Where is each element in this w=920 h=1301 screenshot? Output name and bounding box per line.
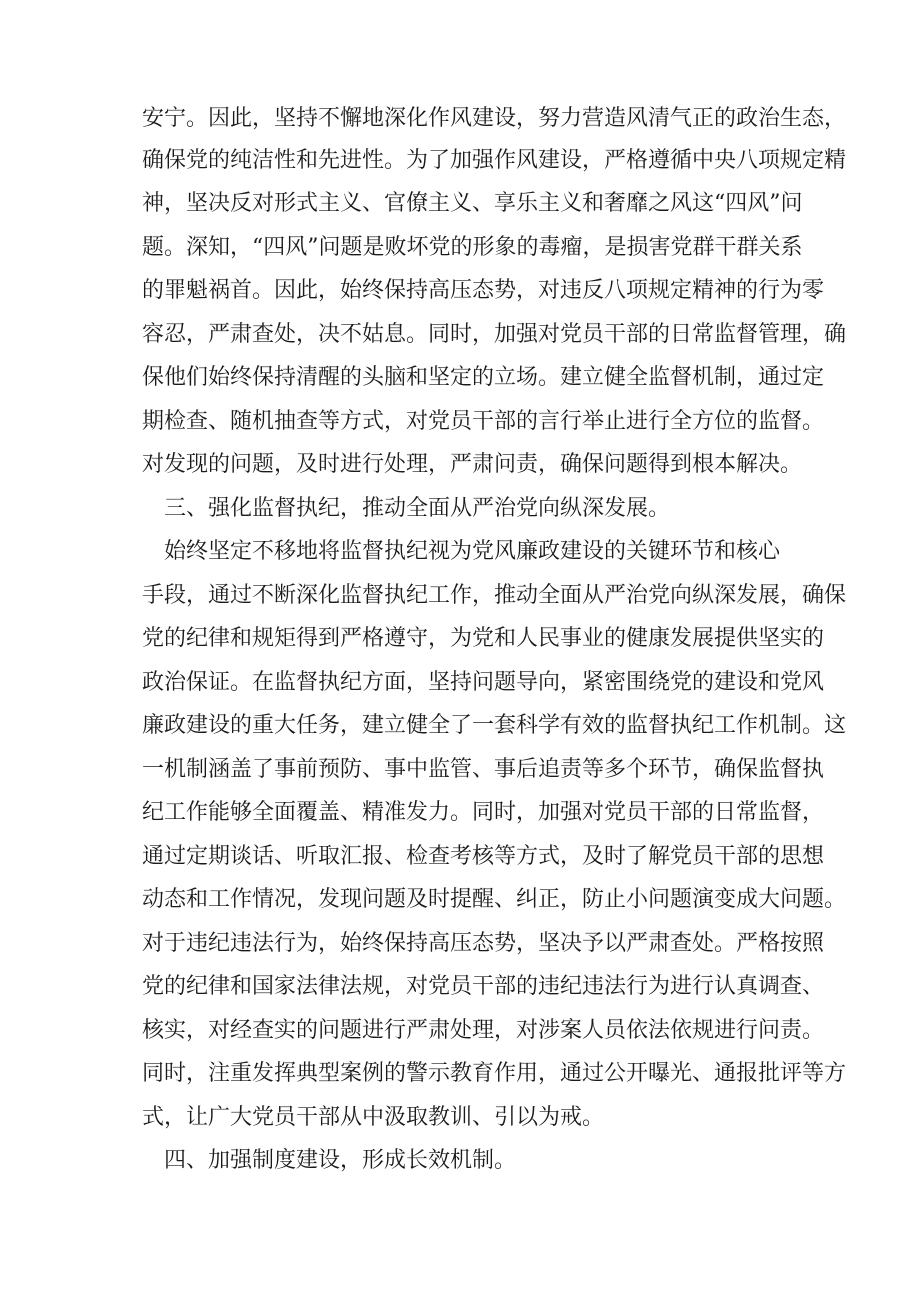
text-line-content: 手段，通过不断深化监督执纪工作，推动全面从严治党向纵深发展，确保 <box>142 583 847 608</box>
text-line-content: 对发现的问题，及时进行处理，严肃问责，确保问题得到根本解决。 <box>142 452 803 477</box>
text-line-content: 动态和工作情况，发现问题及时提醒、纠正，防止小问题演变成大问题。 <box>142 887 847 912</box>
text-line <box>0 619 920 659</box>
text-line <box>0 1098 920 1138</box>
text-line-content: 一机制涵盖了事前预防、事中监管、事后追责等多个环节，确保监督执 <box>142 757 825 782</box>
text-line-content: 纪工作能够全面覆盖、精准发力。同时，加强对党员干部的日常监督， <box>142 800 825 825</box>
text-line-content: 容忍，严肃查处，决不姑息。同时，加强对党员干部的日常监督管理，确 <box>142 322 847 347</box>
text-line-content: 廉政建设的重大任务，建立健全了一套科学有效的监督执纪工作机制。这 <box>142 713 847 738</box>
text-line <box>0 880 920 920</box>
text-line-content: 政治保证。在监督执纪方面，坚持问题导向，紧密围绕党的建设和党风 <box>142 670 825 695</box>
text-line-content: 通过定期谈话、听取汇报、检查考核等方式，及时了解党员干部的思想 <box>142 844 825 869</box>
text-line <box>0 793 920 833</box>
text-line <box>0 271 920 311</box>
text-line-content: 式，让广大党员干部从中汲取教训、引以为戒。 <box>142 1105 605 1130</box>
text-line <box>0 532 920 572</box>
text-line-content: 同时，注重发挥典型案例的警示教育作用，通过公开曝光、通报批评等方 <box>142 1061 847 1086</box>
text-line <box>0 141 920 181</box>
text-line-content: 保他们始终保持清醒的头脑和坚定的立场。建立健全监督机制，通过定 <box>142 365 825 390</box>
section-heading-text: 四、加强制度建设，形成长效机制。 <box>164 1148 517 1173</box>
text-line-content: 神，坚决反对形式主义、官僚主义、享乐主义和奢靡之风这“四风”问 <box>142 191 803 216</box>
text-line-content: 安宁。因此，坚持不懈地深化作风建设，努力营造风清气正的政治生态， <box>142 106 847 131</box>
text-line <box>0 924 920 964</box>
text-line <box>0 706 920 746</box>
text-line <box>0 663 920 703</box>
text-line <box>0 184 920 224</box>
text-line <box>0 228 920 268</box>
text-line <box>0 576 920 616</box>
text-line-content: 党的纪律和国家法律法规，对党员干部的违纪违法行为进行认真调查、 <box>142 974 825 999</box>
text-line <box>0 837 920 877</box>
text-line-content: 题。深知，“四风”问题是败坏党的形象的毒瘤，是损害党群干群关系 <box>142 235 803 260</box>
text-line <box>0 315 920 355</box>
section-heading <box>0 489 920 529</box>
text-line-content: 始终坚定不移地将监督执纪视为党风廉政建设的关键环节和核心 <box>164 539 781 564</box>
text-line <box>0 1054 920 1094</box>
text-line <box>0 402 920 442</box>
text-line <box>0 358 920 398</box>
text-line-content: 核实，对经查实的问题进行严肃处理，对涉案人员依法依规进行问责。 <box>142 1018 825 1043</box>
text-line-content: 期检查、随机抽查等方式，对党员干部的言行举止进行全方位的监督。 <box>142 409 825 434</box>
text-line <box>0 967 920 1007</box>
text-line <box>0 99 920 139</box>
section-heading <box>0 1141 920 1181</box>
text-line <box>0 750 920 790</box>
text-line-content: 对于违纪违法行为，始终保持高压态势，坚决予以严肃查处。严格按照 <box>142 931 825 956</box>
text-line <box>0 1011 920 1051</box>
section-heading-text: 三、强化监督执纪，推动全面从严治党向纵深发展。 <box>164 496 671 521</box>
text-line <box>0 445 920 485</box>
text-line-content: 的罪魁祸首。因此，始终保持高压态势，对违反八项规定精神的行为零 <box>142 278 825 303</box>
text-line-content: 党的纪律和规矩得到严格遵守，为党和人民事业的健康发展提供坚实的 <box>142 626 825 651</box>
text-line-content: 确保党的纯洁性和先进性。为了加强作风建设，严格遵循中央八项规定精 <box>142 148 847 173</box>
